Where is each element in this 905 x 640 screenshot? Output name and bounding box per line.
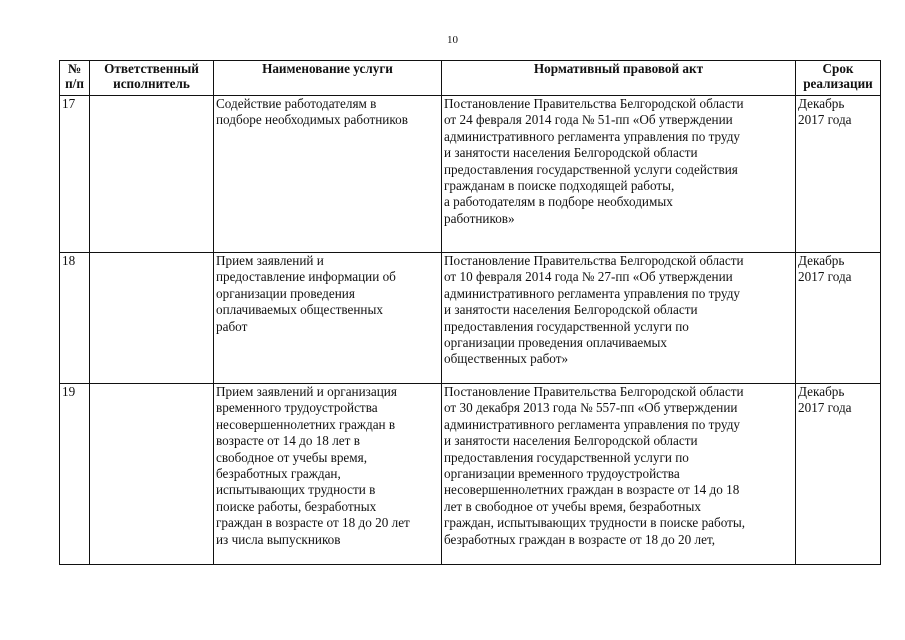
act-line: а работодателям в подборе необходимых — [444, 194, 673, 210]
service-line: оплачиваемых общественных — [216, 302, 383, 318]
act-line: организации проведения оплачиваемых — [444, 335, 668, 351]
row-act — [442, 384, 796, 565]
act-line: административного регламента управления по труду — [444, 416, 741, 432]
act-line: несовершеннолетних граждан в возрасте от 14 до 18 — [444, 482, 740, 498]
services-table — [59, 60, 881, 565]
act-line: работников» — [444, 210, 515, 226]
act-line: лет в свободное от учебы время, безработных — [444, 498, 701, 514]
service-line: поиске работы, безработных — [216, 498, 377, 514]
page-number: 10 — [447, 34, 458, 46]
service-line: возрасте от 14 до 18 лет в — [216, 433, 360, 449]
act-line: от 30 декабря 2013 года № 557-пп «Об утверждении — [444, 400, 738, 416]
act-line: общественных работ» — [444, 351, 569, 367]
act-line: граждан, испытывающих трудности в поиске работы, — [444, 515, 746, 531]
act-line: организации временного трудоустройства — [444, 466, 680, 482]
row-act — [442, 96, 796, 253]
service-line: временного трудоустройства — [216, 400, 378, 416]
act-line: предоставления государственной услуги по — [444, 449, 689, 465]
act-line: Постановление Правительства Белгородской области — [444, 96, 744, 111]
service-line: Прием заявлений и — [216, 253, 324, 268]
service-line: из числа выпускников — [216, 531, 341, 547]
row-service — [214, 384, 442, 565]
service-line: работ — [216, 318, 248, 334]
row-term — [796, 384, 881, 565]
service-line: подборе необходимых работников — [216, 112, 408, 128]
service-line: организации проведения — [216, 285, 355, 301]
row-term — [796, 96, 881, 253]
row-act — [442, 253, 796, 384]
service-line: граждан в возрасте от 18 до 20 лет — [216, 515, 410, 531]
table-row — [60, 96, 881, 253]
row-num: 17 — [60, 96, 90, 253]
header-term: Срок реализации — [796, 61, 881, 96]
act-line: и занятости населения Белгородской области — [444, 433, 698, 449]
row-service — [214, 96, 442, 253]
term-line: Декабрь — [798, 96, 845, 111]
service-line: несовершеннолетних граждан в — [216, 416, 396, 432]
act-line: гражданам в поиске подходящей работы, — [444, 178, 675, 194]
service-line: Прием заявлений и организация — [216, 384, 397, 399]
act-line: и занятости населения Белгородской области — [444, 145, 698, 161]
row-responsible — [90, 253, 214, 384]
act-line: и занятости населения Белгородской области — [444, 302, 698, 318]
table-row — [60, 384, 881, 565]
row-service — [214, 253, 442, 384]
row-num: 19 — [60, 384, 90, 565]
table-row — [60, 253, 881, 384]
act-line: предоставления государственной услуги по — [444, 318, 689, 334]
act-line: предоставления государственной услуги содействия — [444, 161, 738, 177]
row-responsible — [90, 384, 214, 565]
term-line: Декабрь — [798, 253, 845, 268]
table-header-row — [60, 61, 881, 96]
service-line: безработных граждан, — [216, 466, 341, 482]
act-line: административного регламента управления по труду — [444, 128, 741, 144]
header-service: Наименование услуги — [214, 61, 442, 96]
act-line: Постановление Правительства Белгородской области — [444, 253, 744, 268]
act-line: от 24 февраля 2014 года № 51-пп «Об утверждении — [444, 112, 733, 128]
act-line: безработных граждан в возрасте от 18 до 20 лет, — [444, 531, 716, 547]
row-responsible — [90, 96, 214, 253]
row-num: 18 — [60, 253, 90, 384]
act-line: Постановление Правительства Белгородской области — [444, 384, 744, 399]
term-line: 2017 года — [798, 112, 852, 128]
act-line: от 10 февраля 2014 года № 27-пп «Об утверждении — [444, 269, 733, 285]
service-line: предоставление информации об — [216, 269, 396, 285]
service-line: испытывающих трудности в — [216, 482, 376, 498]
term-line: 2017 года — [798, 269, 852, 285]
term-line: Декабрь — [798, 384, 845, 399]
header-act: Нормативный правовой акт — [442, 61, 796, 96]
service-line: Содействие работодателям в — [216, 96, 377, 111]
header-responsible: Ответственный исполнитель — [90, 61, 214, 96]
row-term — [796, 253, 881, 384]
term-line: 2017 года — [798, 400, 852, 416]
header-num: № п/п — [60, 61, 90, 96]
service-line: свободное от учебы время, — [216, 449, 367, 465]
act-line: административного регламента управления по труду — [444, 285, 741, 301]
